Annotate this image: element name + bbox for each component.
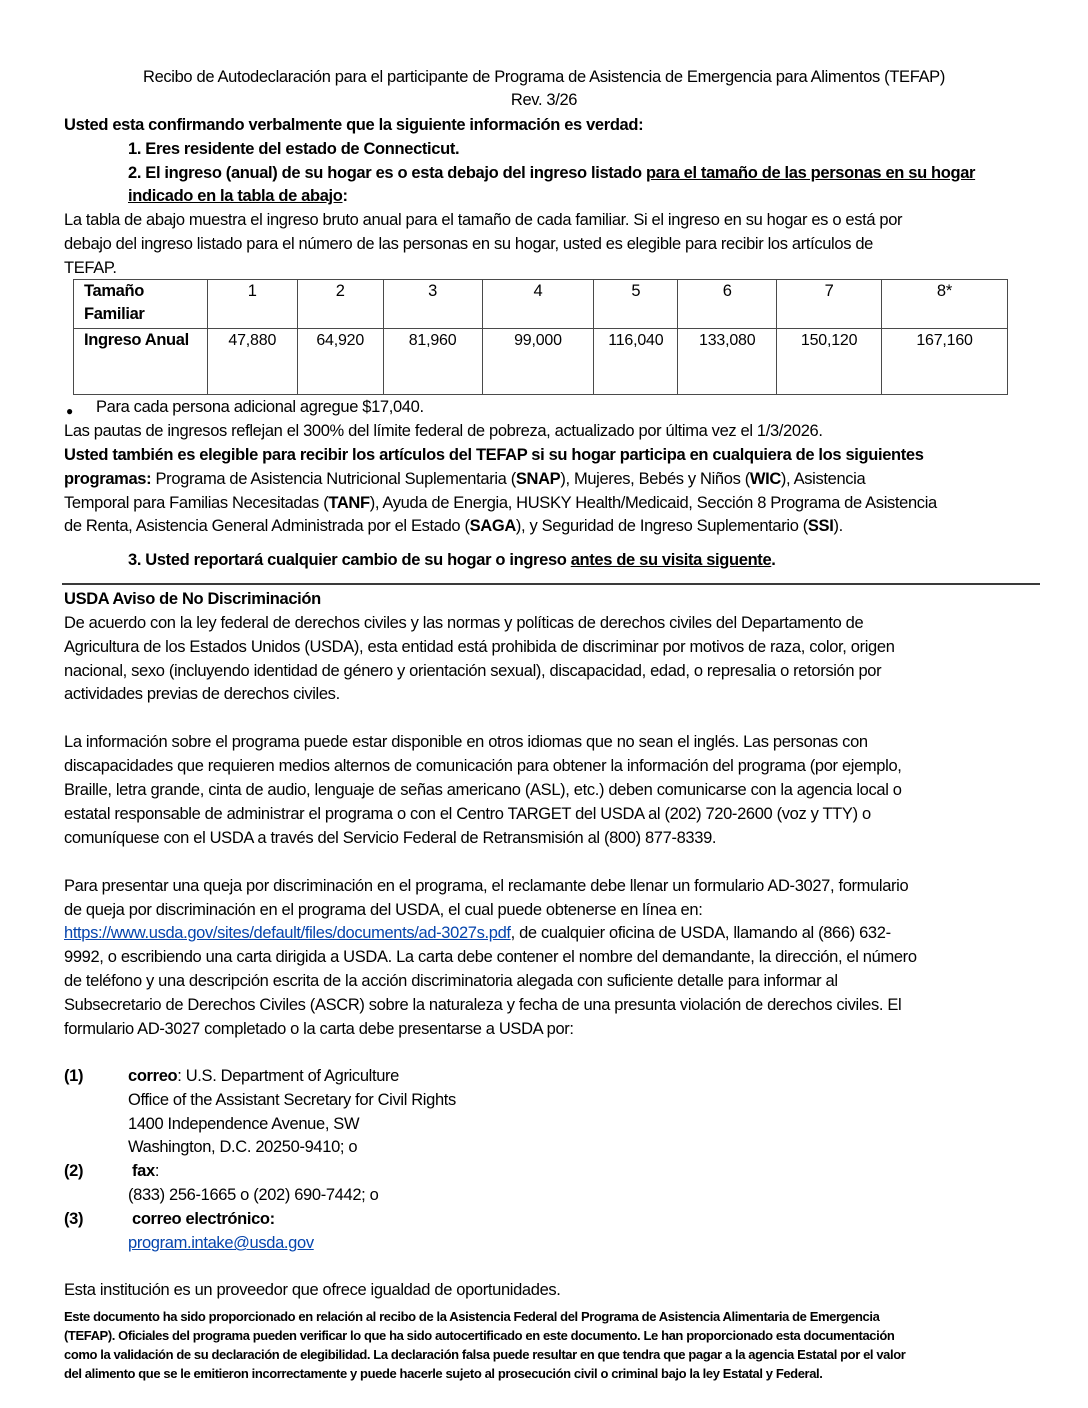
nd-p1-line: actividades previas de derechos civiles. xyxy=(64,685,340,703)
nd-p3-line: 9992, o escribiendo una carta dirigida a USDA. La carta debe contener el nombre del demandante, la dirección, el número xyxy=(64,948,917,966)
additional-person-note: Para cada persona adicional agregue $17,040. xyxy=(96,398,424,416)
item2-underlined-b: indicado en la tabla de abajo xyxy=(128,187,343,205)
income-cell: 116,040 xyxy=(594,329,678,395)
nd-p3-line: de queja por discriminación en el programa del USDA, el cual puede obtenerse en línea en: xyxy=(64,901,703,919)
table-intro-line-2: debajo del ingreso listado para el número de las personas en su hogar, usted es elegible para recibir los artículos de xyxy=(64,235,873,253)
confirmation-item-2-cont xyxy=(128,185,348,208)
nd-p3-line: de teléfono y una descripción escrita de la acción discriminatoria alegada con suficiente detalle para informar al xyxy=(64,972,838,990)
size-cell: 4 xyxy=(482,280,594,329)
document-title: Recibo de Autodeclaración para el participante de Programa de Asistencia de Emergencia para Alimentos (TEFAP) xyxy=(143,68,945,86)
nd-p2-line: La información sobre el programa puede estar disponible en otros idiomas que no sean el inglés. Las personas con xyxy=(64,733,868,751)
method-2-fax-label: fax: xyxy=(132,1162,160,1180)
annual-income-label: Ingreso Anual xyxy=(74,329,208,395)
confirmation-intro: Usted esta confirmando verbalmente que la siguiente información es verdad: xyxy=(64,116,644,134)
nd-p2-line: Braille, letra grande, cinta de audio, lenguaje de señas americano (ASL), etc.) deben comunicarse con la agencia local o xyxy=(64,781,902,799)
nd-p3-line: Para presentar una queja por discriminación en el programa, el reclamante debe llenar un formulario AD-3027, formulario xyxy=(64,877,909,895)
annual-income-row xyxy=(74,329,1008,395)
household-size-row xyxy=(74,280,1008,329)
method-3-number: (3) xyxy=(64,1210,84,1228)
mail-address-line: Washington, D.C. 20250-9410; o xyxy=(128,1138,358,1156)
disclaimer-line: del alimento que se le emitieron incorrectamente y puede hacerle sujeto al prosecución civil o criminal bajo la ley Estatal y Federal. xyxy=(64,1366,823,1381)
item2-colon: : xyxy=(342,187,348,205)
email-link[interactable]: program.intake@usda.gov xyxy=(128,1234,314,1252)
income-cell: 81,960 xyxy=(383,329,482,395)
nd-p2-line: discapacidades que requieren medios alternos de comunicación para obtener la información del programa (por ejemplo, xyxy=(64,757,902,775)
item2-text: 2. El ingreso (anual) de su hogar es o esta debajo del ingreso listado xyxy=(128,164,646,182)
disclaimer-line: como la validación de su declaración de elegibilidad. La declaración falsa puede resultar en que tendra que pagar a la agencia Estatal por el valor xyxy=(64,1347,906,1362)
revision-label: Rev. 3/26 xyxy=(510,91,578,109)
size-cell: 8* xyxy=(882,280,1008,329)
also-eligible-text: Usted también es elegible para recibir los artículos del TEFAP si su hogar participa en cualquiera de los siguientes xyxy=(64,446,924,464)
household-size-label: Tamaño Familiar xyxy=(74,280,208,329)
size-cell: 6 xyxy=(678,280,777,329)
fax-numbers: (833) 256-1665 o (202) 690-7442; o xyxy=(128,1186,379,1204)
bullet-icon: ● xyxy=(66,404,74,418)
size-cell: 1 xyxy=(207,280,297,329)
nd-p3-line: formulario AD-3027 completado o la carta debe presentarse a USDA por: xyxy=(64,1020,574,1038)
table-intro-line-1: La tabla de abajo muestra el ingreso bruto anual para el tamaño de cada familiar. Si el ingreso en su hogar es o está por xyxy=(64,211,903,229)
equal-opportunity-statement: Esta institución es un proveedor que ofrece igualdad de oportunidades. xyxy=(64,1281,561,1299)
disclaimer-line: (TEFAP). Oficiales del programa pueden verificar lo que ha sido autocertificado en este documento. Le han proporcionado esta documentación xyxy=(64,1328,895,1343)
income-cell: 150,120 xyxy=(777,329,882,395)
mail-address-line: 1400 Independence Avenue, SW xyxy=(128,1115,360,1133)
nd-p1-line: De acuerdo con la ley federal de derechos civiles y las normas y políticas de derechos civiles del Departamento de xyxy=(64,614,864,632)
size-cell: 3 xyxy=(383,280,482,329)
confirmation-item-1: 1. Eres residente del estado de Connecticut. xyxy=(128,140,460,158)
item2-underlined-a: para el tamaño de las personas en su hogar xyxy=(645,164,976,182)
confirmation-item-2 xyxy=(128,162,975,185)
section-divider xyxy=(62,583,1040,585)
size-cell: 2 xyxy=(297,280,383,329)
nd-p1-line: nacional, sexo (incluyendo identidad de género y orientación sexual), discapacidad, edad, o represalia o retorsión por xyxy=(64,662,882,680)
programs-line-1: programas: Programa de Asistencia Nutricional Suplementaria (SNAP), Mujeres, Bebés y Niños (WIC), Asistencia xyxy=(64,470,866,488)
income-table xyxy=(73,279,1008,395)
nd-p3-line: Subsecretario de Derechos Civiles (ASCR) sobre la naturaleza y fecha de una presunta violación de derechos civiles. El xyxy=(64,996,902,1014)
programs-label: programas: xyxy=(64,470,152,488)
method-2-number: (2) xyxy=(64,1162,84,1180)
disclaimer-line: Este documento ha sido proporcionado en relación al recibo de la Asistencia Federal del Programa de Asistencia Alimentaria de Emergencia xyxy=(64,1309,880,1324)
programs-line-2: Temporal para Familias Necesitadas (TANF), Ayuda de Energia, HUSKY Health/Medicaid, Sección 8 Programa de Asistencia xyxy=(64,494,937,512)
nd-p2-line: estatal responsable de administrar el programa o con el Centro TARGET del USDA al (202) 720-2600 (voz y TTY) o xyxy=(64,805,871,823)
method-1-mail: correo: U.S. Department of Agriculture xyxy=(128,1067,399,1085)
ad3027-form-link[interactable]: https://www.usda.gov/sites/default/files/documents/ad-3027s.pdf xyxy=(64,924,511,942)
nd-p3-line-with-link: https://www.usda.gov/sites/default/files/documents/ad-3027s.pdf, de cualquier oficina de USDA, llamando al (866) 632- xyxy=(64,924,891,942)
table-intro-line-3: TEFAP. xyxy=(64,259,117,277)
programs-line-3: de Renta, Asistencia General Administrada por el Estado (SAGA), y Seguridad de Ingreso Suplementario (SSI). xyxy=(64,517,843,535)
mail-address-line: Office of the Assistant Secretary for Civil Rights xyxy=(128,1091,456,1109)
nd-p2-line: comuníquese con el USDA a través del Servicio Federal de Retransmisión al (800) 877-8339. xyxy=(64,829,717,847)
item3-underlined: antes de su visita siguente xyxy=(570,551,772,569)
size-cell: 7 xyxy=(777,280,882,329)
email-line xyxy=(128,1232,314,1255)
income-cell: 99,000 xyxy=(482,329,594,395)
income-cell: 167,160 xyxy=(882,329,1008,395)
method-3-email-label: correo electrónico: xyxy=(132,1210,275,1228)
guidelines-note: Las pautas de ingresos reflejan el 300% del límite federal de pobreza, actualizado por última vez el 1/3/2026. xyxy=(64,422,823,440)
income-cell: 47,880 xyxy=(207,329,297,395)
confirmation-item-3: 3. Usted reportará cualquier cambio de su hogar o ingreso antes de su visita siguente. xyxy=(128,551,776,569)
income-cell: 64,920 xyxy=(297,329,383,395)
size-cell: 5 xyxy=(594,280,678,329)
nd-p1-line: Agricultura de los Estados Unidos (USDA), esta entidad está prohibida de discriminar por motivos de raza, color, origen xyxy=(64,638,895,656)
nondiscrimination-heading: USDA Aviso de No Discriminación xyxy=(64,590,321,608)
income-cell: 133,080 xyxy=(678,329,777,395)
method-1-number: (1) xyxy=(64,1067,84,1085)
